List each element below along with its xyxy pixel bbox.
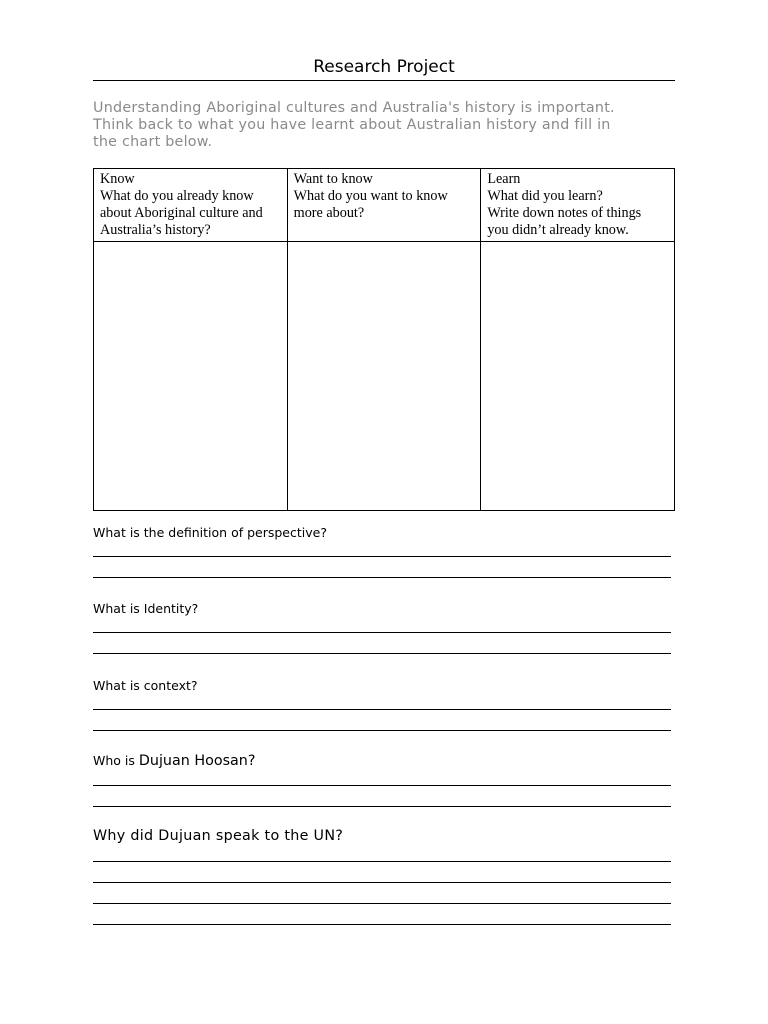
kwl-answer-row xyxy=(94,242,675,511)
learn-prompt-line: Write down notes of things xyxy=(487,205,642,221)
know-answer-cell[interactable] xyxy=(94,242,288,511)
know-prompt-line: about Aboriginal culture and xyxy=(100,205,263,221)
answer-line[interactable] xyxy=(93,785,671,786)
answer-line[interactable] xyxy=(93,709,671,710)
want-heading: Want to know xyxy=(293,171,373,187)
answer-line[interactable] xyxy=(93,806,671,807)
kwl-header-row xyxy=(94,169,675,242)
intro-paragraph xyxy=(93,100,683,151)
know-heading: Know xyxy=(100,171,135,187)
question-dujuan-prefix: Who is xyxy=(93,753,135,768)
learn-answer-cell[interactable] xyxy=(481,242,675,511)
question-context: What is context? xyxy=(93,678,198,693)
want-header-cell xyxy=(287,169,481,242)
learn-prompt-line: you didn’t already know. xyxy=(487,222,629,238)
answer-line[interactable] xyxy=(93,861,671,862)
learn-prompt-line: What did you learn? xyxy=(487,188,603,204)
question-perspective: What is the definition of perspective? xyxy=(93,525,327,540)
learn-header-cell xyxy=(481,169,675,242)
question-un: Why did Dujuan speak to the UN? xyxy=(93,828,344,844)
intro-line: Understanding Aboriginal cultures and Australia's history is important. xyxy=(93,100,615,116)
kwl-chart xyxy=(93,168,675,511)
answer-line[interactable] xyxy=(93,577,671,578)
answer-line[interactable] xyxy=(93,882,671,883)
answer-line[interactable] xyxy=(93,653,671,654)
want-prompt-line: more about? xyxy=(293,205,365,221)
question-dujuan-name: Dujuan Hoosan? xyxy=(138,753,256,769)
want-prompt-line: What do you want to know xyxy=(293,188,448,204)
learn-heading: Learn xyxy=(487,171,521,187)
question-dujuan xyxy=(93,753,255,769)
answer-line[interactable] xyxy=(93,632,671,633)
answer-line[interactable] xyxy=(93,924,671,925)
know-prompt-line: What do you already know xyxy=(100,188,254,204)
answer-line[interactable] xyxy=(93,730,671,731)
question-identity: What is Identity? xyxy=(93,601,199,616)
answer-line[interactable] xyxy=(93,903,671,904)
know-header-cell xyxy=(94,169,288,242)
page-title: Research Project xyxy=(313,57,455,77)
want-answer-cell[interactable] xyxy=(287,242,481,511)
intro-line: Think back to what you have learnt about Australian history and fill in xyxy=(93,117,611,133)
answer-line[interactable] xyxy=(93,556,671,557)
know-prompt-line: Australia’s history? xyxy=(100,222,211,238)
intro-line: the chart below. xyxy=(93,134,213,150)
title-underline xyxy=(93,80,675,81)
